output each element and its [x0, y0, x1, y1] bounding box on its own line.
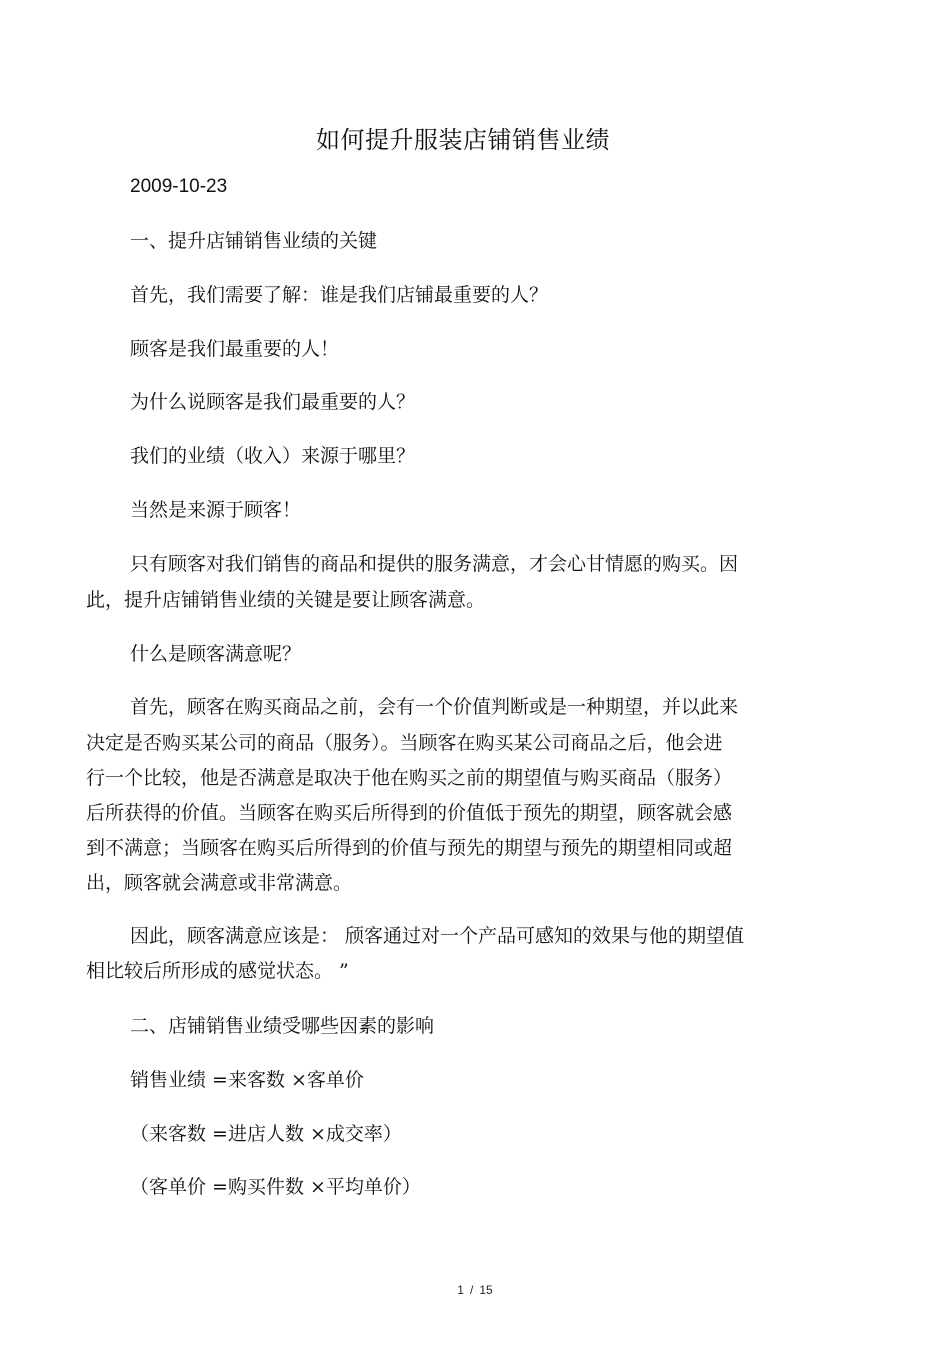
paragraph-line: 行一个比较，他是否满意是取决于他在购买之前的期望值与购买商品（服务） [86, 767, 733, 789]
document-date: 2009-10-23 [130, 176, 228, 197]
section-heading-1: 一、提升店铺销售业绩的关键 [130, 230, 378, 252]
page-total: 15 [479, 1283, 493, 1297]
section-heading-2: 二、店铺销售业绩受哪些因素的影响 [130, 1015, 435, 1037]
paragraph-line: 顾客是我们最重要的人！ [130, 338, 340, 360]
paragraph-line: 首先，顾客在购买商品之前，会有一个价值判断或是一种期望，并以此来 [130, 696, 739, 718]
paragraph-line: 后所获得的价值。当顾客在购买后所得到的价值低于预先的期望，顾客就会感 [86, 802, 733, 824]
paragraph-line: 此，提升店铺销售业绩的关键是要让顾客满意。 [86, 589, 486, 611]
paragraph-line: 只有顾客对我们销售的商品和提供的服务满意，才会心甘情愿的购买。因 [130, 553, 739, 575]
paragraph-line: 什么是顾客满意呢？ [130, 643, 302, 665]
paragraph-line: 因此，顾客满意应该是： 颀客通过对一个产品可感知的效果与他的期望值 [130, 925, 745, 947]
paragraph-line: 为什么说顾客是我们最重要的人？ [130, 391, 416, 413]
page-number [0, 1283, 950, 1297]
formula-line: （来客数 =进店人数 ×成交率） [130, 1123, 402, 1145]
page-current: 1 [457, 1283, 464, 1297]
paragraph-line: 首先，我们需要了解：谁是我们店铺最重要的人？ [130, 284, 549, 306]
paragraph-line: 决定是否购买某公司的商品（服务）。当顾客在购买某公司商品之后，他会进 [86, 732, 723, 754]
formula-line: （客单价 =购买件数 ×平均单价） [130, 1176, 421, 1198]
paragraph-line: 到不满意；当顾客在购买后所得到的价值与预先的期望与预先的期望相同或超 [86, 837, 733, 859]
paragraph-line: 出，顾客就会满意或非常满意。 [86, 872, 353, 894]
paragraph-line: 相比较后所形成的感觉状态。 ” [86, 960, 349, 982]
page-separator: / [469, 1283, 474, 1297]
paragraph-line: 我们的业绩（收入）来源于哪里？ [130, 445, 416, 467]
paragraph-line: 当然是来源于顾客！ [130, 499, 302, 521]
document-title: 如何提升服装店铺销售业绩 [316, 126, 610, 154]
formula-line: 销售业绩 =来客数 ×客单价 [130, 1069, 364, 1091]
